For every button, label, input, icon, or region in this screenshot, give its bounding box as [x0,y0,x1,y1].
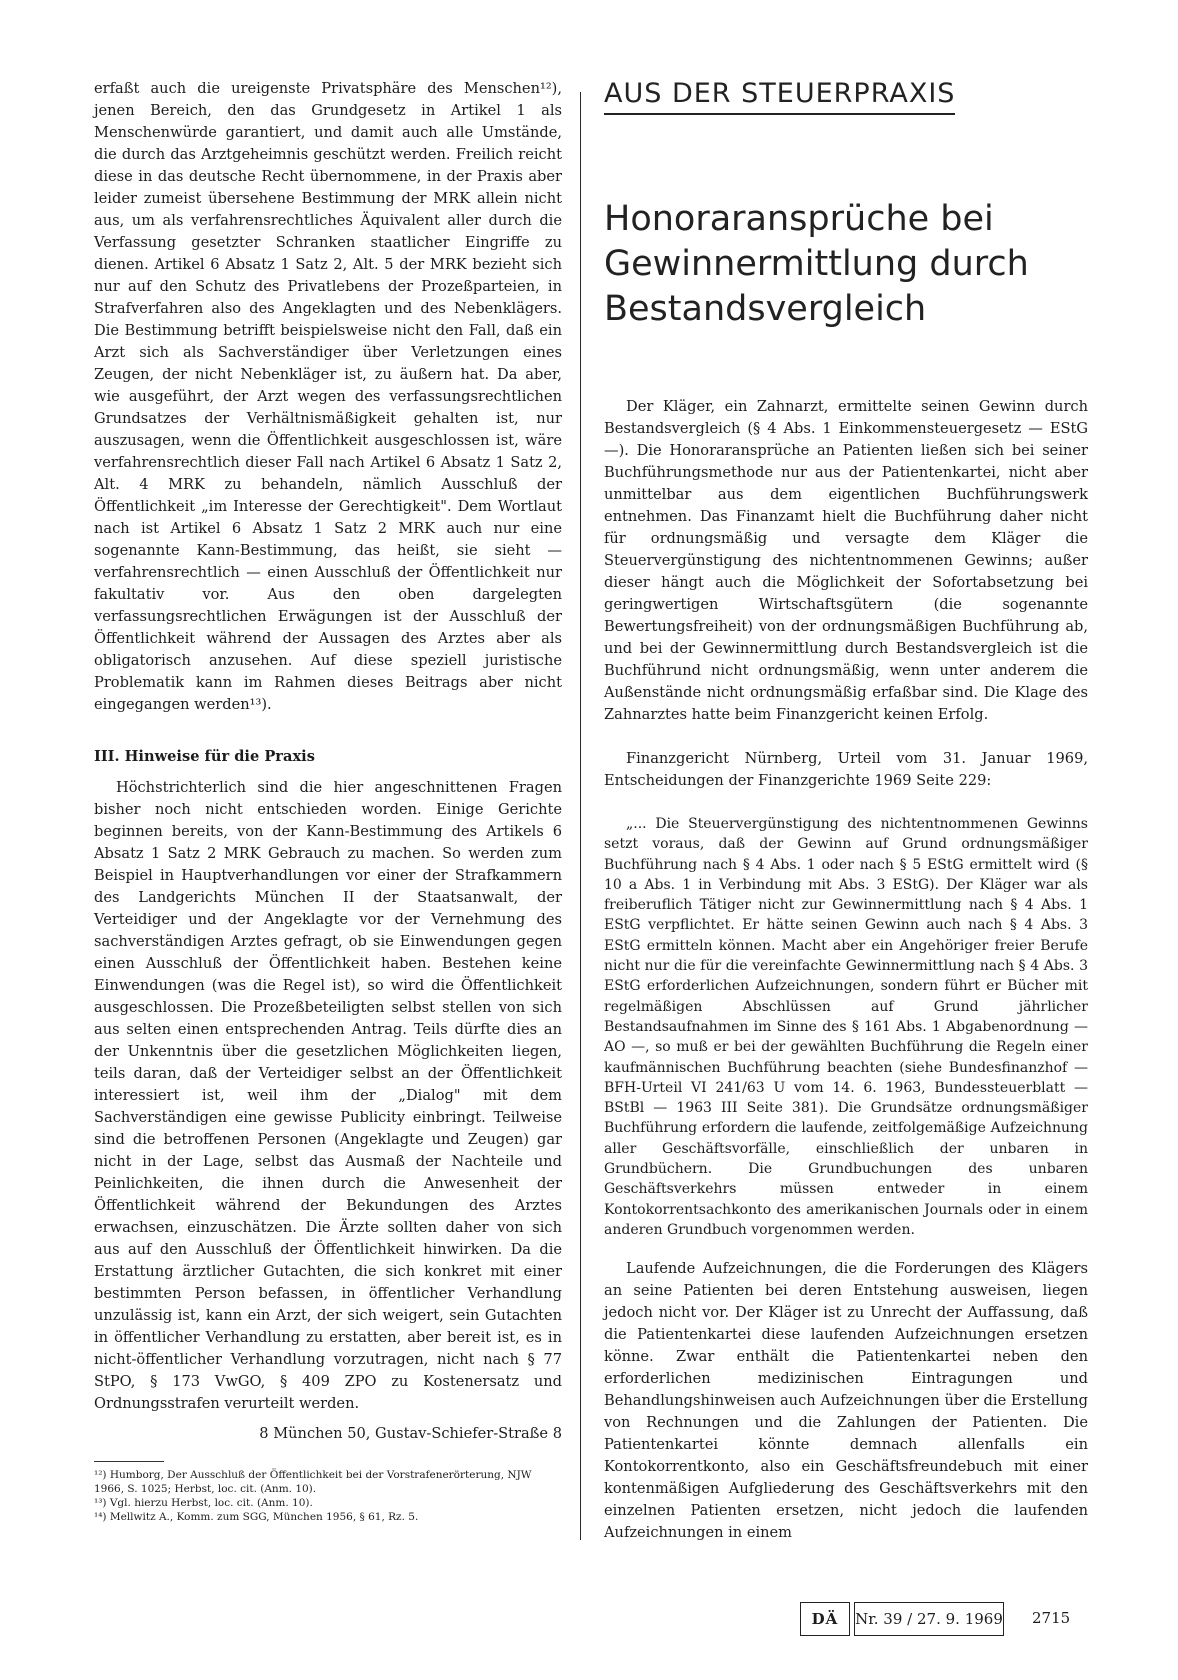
section-heading: III. Hinweise für die Praxis [94,748,315,765]
left-column [94,78,562,1524]
court-quote: „... Die Steuervergünstigung des nichtentnommenen Gewinns setzt voraus, daß der Gewinn auf Grund ordnungsmäßiger Buchführung nach § 4 Abs. 1 oder nach § 5 EStG ermittelt wird (§ 10 a Abs. 1 in Verbindung mit Abs. 3 EStG). Der Kläger war als freiberuflich Tätiger nicht zur Gewinnermittlung nach § 4 Abs. 1 EStG verpflichtet. Er hätte seinen Gewinn auch nach § 4 Abs. 3 EStG ermitteln können. Macht aber ein Angehöriger freier Berufe nicht nur die für die vereinfachte Gewinnermittlung nach § 4 Abs. 3 EStG erforderlichen Aufzeichnungen, sondern führt er Bücher mit regelmäßigen Abschlüssen auf Grund jährlicher Bestandsaufnahmen im Sinne des § 161 Abs. 1 Abgabenordnung — AO —, so muß er bei der gewählten Buchführung die Regeln einer kaufmännischen Buchführung beachten (siehe Bundesfinanzhof — BFH-Urteil VI 241/63 U vom 14. 6. 1963, Bundessteuerblatt — BStBl — 1963 III Seite 381). Die Grundsätze ordnungsmäßiger Buchführung erfordern die laufende, zeitfolgemäßige Aufzeichnung aller Geschäftsvorfälle, einschließlich der unbaren in Grundbüchern. Die Grundbuchungen des unbaren Geschäftsverkehrs müssen entweder in einem Kontokorrentsachkonto des amerikanischen Journals oder in einem anderen Grundbuch vorgenommen werden. [604,816,1088,1238]
headline-line-3: Bestandsvergleich [604,289,927,329]
article-headline [604,197,1088,332]
lead-paragraph: Der Kläger, ein Zahnarzt, ermittelte seinen Gewinn durch Bestandsvergleich (§ 4 Abs. 1 Einkommensteuergesetz — EStG —). Die Honoraransprüche an Patienten ließen sich bei seiner Buchführungsmethode nur aus der Patientenkartei, nicht aber unmittelbar aus dem eigentlichen Buchführungswerk entnehmen. Das Finanzamt hielt die Buchführung daher nicht für ordnungsmäßig und versagte dem Kläger die Steuervergünstigung des nichtentnommenen Gewinns; außer dieser hängt auch die Möglichkeit der Sofortabsetzung bei geringwertigen Wirtschaftsgütern (die sogenannte Bewertungsfreiheit) von der ordnungsmäßigen Buchführung ab, und bei der Gewinnermittlung durch Bestandsvergleich ist die Buchführund nicht ordnungsmäßig, wenn unter anderem die Außenstände nicht ordnungsmäßig erfaßbar sind. Die Klage des Zahnarztes hatte beim Finanzgericht keinen Erfolg. [604,398,1088,723]
body-paragraph-1: erfaßt auch die ureigenste Privatsphäre des Menschen¹²), jenen Bereich, den das Grundgesetz in Artikel 1 als Menschenwürde garantiert, und damit auch alle Umstände, die durch das Arztgeheimnis geschützt werden. Freilich reicht diese in das deutsche Recht übernommene, in der Praxis aber leider zumeist übersehene Bestimmung der MRK allein nicht aus, um als verfahrensrechtliches Äquivalent aller durch die Verfassung gesetzter Schranken staatlicher Eingriffe zu dienen. Artikel 6 Absatz 1 Satz 2, Alt. 5 der MRK bezieht sich nur auf den Schutz des Privatlebens der Prozeßparteien, in Strafverfahren also des Angeklagten und des Nebenklägers. Die Bestimmung betrifft beispielsweise nicht den Fall, daß ein Arzt sich als Sachverständiger über Verletzungen eines Zeugen, der nicht Nebenkläger ist, zu äußern hat. Da aber, wie ausgeführt, der Arzt wegen des verfassungsrechtlichen Grundsatzes der Verhältnismäßigkeit gehalten ist, nur auszusagen, wenn die Öffentlichkeit ausgeschlossen ist, wäre verfahrensrechtlich dieser Fall nach Artikel 6 Absatz 1 Satz 2, Alt. 4 MRK zu behandeln, nämlich Ausschluß der Öffentlichkeit „im Interesse der Gerechtigkeit". Dem Wortlaut nach ist Artikel 6 Absatz 1 Satz 2 MRK auch nur eine sogenannte Kann-Bestimmung, das heißt, sie sieht — verfahrensrechtlich — einen Ausschluß der Öffentlichkeit nur fakultativ vor. Aus den oben dargelegten verfassungsrechtlichen Erwägungen ist der Ausschluß der Öffentlichkeit während der Aussagen des Arztes aber als obligatorisch anzusehen. Auf diese speziell juristische Problematik kann im Rahmen dieses Beitrags aber nicht eingegangen werden¹³). [94,80,562,713]
headline-line-1: Honoraransprüche bei [604,199,994,239]
right-column [604,78,1088,1544]
footnote-12: ¹²) Humborg, Der Ausschluß der Öffentlichkeit bei der Vorstrafenerörterung, NJW 1966, S. 1025; Herbst, loc. cit. (Anm. 10). [94,1469,532,1495]
court-source: Finanzgericht Nürnberg, Urteil vom 31. Januar 1969, Entscheidungen der Finanzgerichte 1969 Seite 229: [604,750,1088,789]
journal-logo: DÄ [800,1602,850,1636]
body-paragraph-2: Höchstrichterlich sind die hier angeschnittenen Fragen bisher noch nicht entschieden worden. Einige Gerichte beginnen bereits, von der Kann-Bestimmung des Artikels 6 Absatz 1 Satz 2 MRK Gebrauch zu machen. So werden zum Beispiel in Hauptverhandlungen vor einer der Strafkammern des Landgerichts München II der Staatsanwalt, der Verteidiger und der Angeklagte vor der Vernehmung des sachverständigen Arztes gefragt, ob sie Einwendungen gegen einen Ausschluß der Öffentlichkeit haben. Bestehen keine Einwendungen (was die Regel ist), so wird die Öffentlichkeit ausgeschlossen. Die Prozeßbeteiligten selbst stellen von sich aus selten einen entsprechenden Antrag. Teils dürfte dies an der Unkenntnis über die gesetzlichen Möglichkeiten liegen, teils daran, daß der Verteidiger selbst an der Öffentlichkeit interessiert ist, weil ihm der „Dialog" mit dem Sachverständigen eine gewisse Publicity einbringt. Teilweise sind die betroffenen Personen (Angeklagte und Zeugen) gar nicht in der Lage, selbst das Ausmaß der Nachteile und Peinlichkeiten, die ihnen durch die Anwesenheit der Öffentlichkeit während der Bekundungen des Arztes erwachsen, einzuschätzen. Die Ärzte sollten daher von sich aus auf den Ausschluß der Öffentlichkeit hinwirken. Da die Erstattung ärztlicher Gutachten, die sich konkret mit einer bestimmten Person befassen, in öffentlicher Verhandlung unzulässig ist, kann ein Arzt, der sich weigert, sein Gutachten in öffentlicher Verhandlung zu erstatten, aber bereit ist, es in nicht-öffentlicher Verhandlung vorzutragen, nicht nach § 77 StPO, § 173 VwGO, § 409 ZPO zu Kostenersatz und Ordnungsstrafen verurteilt werden. [94,779,562,1412]
headline-line-2: Gewinnermittlung durch [604,244,1029,284]
page-footer [800,1602,1090,1636]
section-rubric: AUS DER STEUERPRAXIS [604,78,955,115]
footnote-rule [94,1461,164,1462]
page-number: 2715 [1032,1609,1071,1627]
column-divider [580,92,581,1540]
footnote-13: ¹³) Vgl. hierzu Herbst, loc. cit. (Anm. 10). [94,1497,313,1509]
issue-date: Nr. 39 / 27. 9. 1969 [854,1602,1004,1636]
author-address: 8 München 50, Gustav-Schiefer-Straße 8 [259,1425,562,1442]
footnote-14: ¹⁴) Mellwitz A., Komm. zum SGG, München 1956, § 61, Rz. 5. [94,1511,419,1523]
quote-continuation: Laufende Aufzeichnungen, die die Forderungen des Klägers an seine Patienten bei deren Entstehung ausweisen, liegen jedoch nicht vor. Der Kläger ist zu Unrecht der Auffassung, daß die Patientenkartei diese laufenden Aufzeichnungen ersetzen könne. Zwar enthält die Patientenkartei neben den erforderlichen medizinischen Eintragungen und Behandlungshinweisen auch Aufzeichnungen über die Erstellung von Rechnungen und die Zahlungen der Patienten. Die Patientenkartei könnte demnach allenfalls ein Kontokorrentkonto, also ein Geschäftsfreundebuch mit einer kontenmäßigen Aufgliederung des Geschäftsverkehrs mit den einzelnen Patienten ersetzen, nicht jedoch die laufenden Aufzeichnungen in einem [604,1260,1088,1542]
